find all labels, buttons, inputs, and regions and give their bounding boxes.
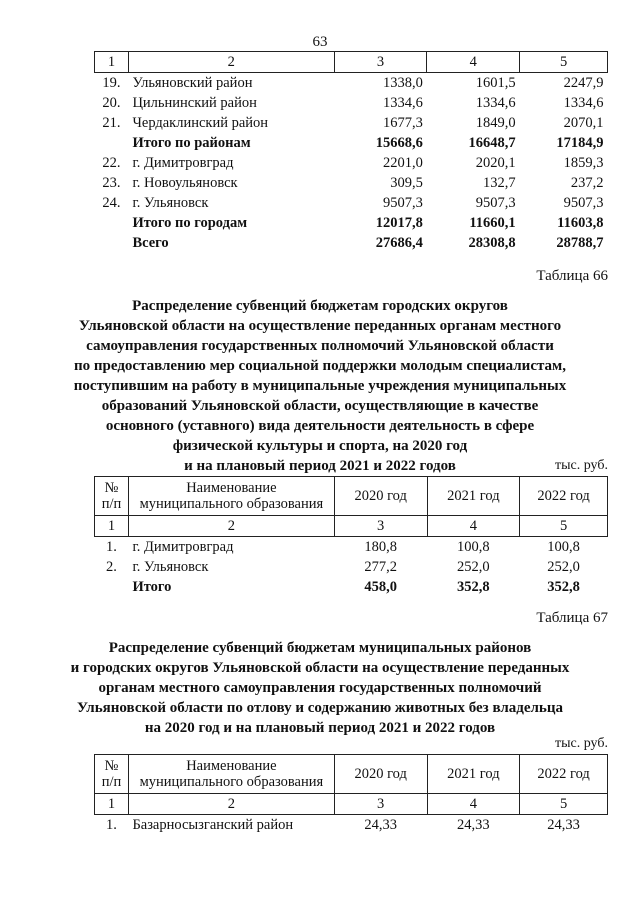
value-2020: 1338,0 [383, 75, 423, 91]
row-number: 1. [106, 539, 117, 555]
table-row [95, 193, 608, 213]
title-line: по предоставлению мер социальной поддержки молодым специалистам, [73, 358, 566, 374]
value-2022: 100,8 [547, 539, 580, 555]
row-number: 19. [102, 75, 121, 91]
value-2021: 1849,0 [475, 115, 516, 131]
title-line: основного (уставного) вида деятельности деятельность в сфере [105, 418, 535, 434]
row-number: 24. [102, 195, 121, 211]
table-row [95, 73, 608, 94]
value-2020: 2201,0 [383, 155, 423, 171]
row-number: 23. [102, 175, 121, 191]
subtotal-row [95, 213, 608, 233]
header-name: Наименование муниципального образования [128, 477, 334, 516]
col-num-cell: 2 [128, 516, 334, 537]
col-num-cell: 3 [334, 52, 427, 73]
value-2022: 237,2 [570, 175, 604, 191]
value-2021: 9507,3 [475, 195, 516, 211]
row-name: г. Ульяновск [132, 559, 209, 575]
title-line: физической культуры и спорта, на 2020 год [172, 438, 468, 454]
title-line: Распределение субвенций бюджетам городских округов [132, 298, 508, 314]
value-2022: 2070,1 [563, 115, 604, 131]
col-num-cell: 5 [520, 794, 608, 815]
value-2021: 100,8 [457, 539, 490, 555]
value-2021: 252,0 [457, 559, 490, 575]
row-number: 20. [102, 95, 121, 111]
column-number-row [95, 794, 608, 815]
header-2022: 2022 год [520, 477, 608, 516]
row-number: 1. [106, 817, 117, 833]
row-name: Базарносызганский район [132, 817, 294, 833]
header-num: № п/п [95, 477, 129, 516]
value-2020: 15668,6 [375, 135, 423, 151]
value-2021: 1601,5 [475, 75, 516, 91]
continuation-table [94, 51, 608, 253]
value-2020: 9507,3 [383, 195, 423, 211]
title-line: и городских округов Ульяновской области на осуществление переданных [70, 660, 570, 676]
row-name: г. Димитровград [132, 539, 234, 555]
value-2022: 2247,9 [563, 75, 604, 91]
value-2022: 11603,8 [557, 215, 604, 231]
column-number-row [95, 516, 608, 537]
subtotal-row [95, 133, 608, 153]
col-num-cell: 3 [334, 794, 427, 815]
value-2022: 24,33 [547, 817, 580, 833]
title-line: и на плановый период 2021 и 2022 годов [184, 458, 456, 474]
title-line: Ульяновской области на осуществление переданных органам местного [78, 318, 562, 334]
col-num-cell: 1 [95, 52, 129, 73]
value-2021: 352,8 [457, 579, 490, 595]
column-number-row [95, 52, 608, 73]
row-name: Итого по районам [132, 135, 251, 151]
col-num-cell: 1 [95, 794, 129, 815]
header-row [95, 755, 608, 794]
title-line: самоуправления государственных полномочий Ульяновской области [86, 338, 554, 354]
value-2021: 24,33 [457, 817, 490, 833]
value-2022: 9507,3 [563, 195, 604, 211]
header-2021: 2021 год [427, 755, 520, 794]
value-2021: 2020,1 [475, 155, 516, 171]
table-67-label: Таблица 67 [536, 610, 608, 626]
value-2020: 24,33 [364, 817, 397, 833]
col-num-cell: 5 [520, 516, 608, 537]
title-line: органам местного самоуправления государственных полномочий [98, 680, 542, 696]
value-2020: 277,2 [364, 559, 397, 575]
col-num-cell: 2 [128, 52, 334, 73]
value-2020: 1334,6 [383, 95, 423, 111]
header-2021: 2021 год [427, 477, 520, 516]
row-number [95, 133, 129, 153]
row-name: Итого по городам [132, 215, 248, 231]
row-number [95, 213, 129, 233]
header-num: № п/п [95, 755, 129, 794]
table-66-label: Таблица 66 [536, 268, 608, 284]
table-67 [94, 754, 608, 835]
col-num-cell: 3 [334, 516, 427, 537]
value-2022: 1859,3 [563, 155, 604, 171]
row-number [95, 577, 129, 597]
value-2021: 132,7 [483, 175, 516, 191]
value-2020: 27686,4 [375, 235, 423, 251]
value-2021: 1334,6 [475, 95, 516, 111]
title-line: на 2020 год и на плановый период 2021 и 2022 годов [144, 720, 496, 736]
row-name: Цильнинский район [132, 95, 257, 111]
value-2021: 16648,7 [468, 135, 516, 151]
table-66-units: тыс. руб. [555, 458, 608, 473]
value-2021: 11660,1 [469, 215, 516, 231]
value-2021: 28308,8 [468, 235, 516, 251]
col-num-cell: 4 [427, 52, 520, 73]
col-num-cell: 1 [95, 516, 129, 537]
title-line: поступившим на работу в муниципальные учреждения муниципальных [73, 378, 567, 394]
col-num-cell: 4 [427, 794, 520, 815]
header-row [95, 477, 608, 516]
title-line: образований Ульяновской области, осуществляющие в качестве [101, 398, 539, 414]
value-2022: 28788,7 [556, 235, 604, 251]
row-name: г. Димитровград [132, 155, 234, 171]
value-2020: 458,0 [364, 579, 397, 595]
row-number [95, 233, 129, 253]
table-row [95, 113, 608, 133]
table-row [95, 173, 608, 193]
title-line: Распределение субвенций бюджетам муниципальных районов [108, 640, 532, 656]
table-row [95, 93, 608, 113]
table-66 [94, 476, 608, 597]
header-2020: 2020 год [334, 755, 427, 794]
value-2020: 180,8 [364, 539, 397, 555]
title-line: Ульяновской области по отлову и содержанию животных без владельца [76, 700, 564, 716]
value-2022: 252,0 [547, 559, 580, 575]
page-number: 63 [312, 34, 328, 50]
value-2020: 309,5 [390, 175, 423, 191]
col-num-cell: 2 [128, 794, 334, 815]
total-row [95, 233, 608, 253]
table-67-units: тыс. руб. [555, 736, 608, 751]
row-name: Ульяновский район [132, 75, 253, 91]
value-2022: 352,8 [547, 579, 580, 595]
table-row [95, 153, 608, 173]
value-2022: 17184,9 [556, 135, 604, 151]
value-2020: 12017,8 [375, 215, 423, 231]
table-66-title [0, 296, 640, 476]
row-name: Итого [132, 579, 172, 595]
row-name: г. Ульяновск [132, 195, 209, 211]
col-num-cell: 4 [427, 516, 520, 537]
row-name: г. Новоульяновск [132, 175, 238, 191]
header-2020: 2020 год [334, 477, 427, 516]
row-number: 2. [106, 559, 117, 575]
header-2022: 2022 год [520, 755, 608, 794]
table-67-title [0, 638, 640, 738]
table-row [95, 537, 608, 558]
row-number: 21. [102, 115, 121, 131]
table-row [95, 557, 608, 577]
row-number: 22. [102, 155, 121, 171]
table-row [95, 815, 608, 836]
col-num-cell: 5 [520, 52, 608, 73]
value-2022: 1334,6 [563, 95, 604, 111]
value-2020: 1677,3 [383, 115, 423, 131]
row-name: Чердаклинский район [132, 115, 269, 131]
header-name: Наименование муниципального образования [128, 755, 334, 794]
row-name: Всего [132, 235, 169, 251]
total-row [95, 577, 608, 597]
